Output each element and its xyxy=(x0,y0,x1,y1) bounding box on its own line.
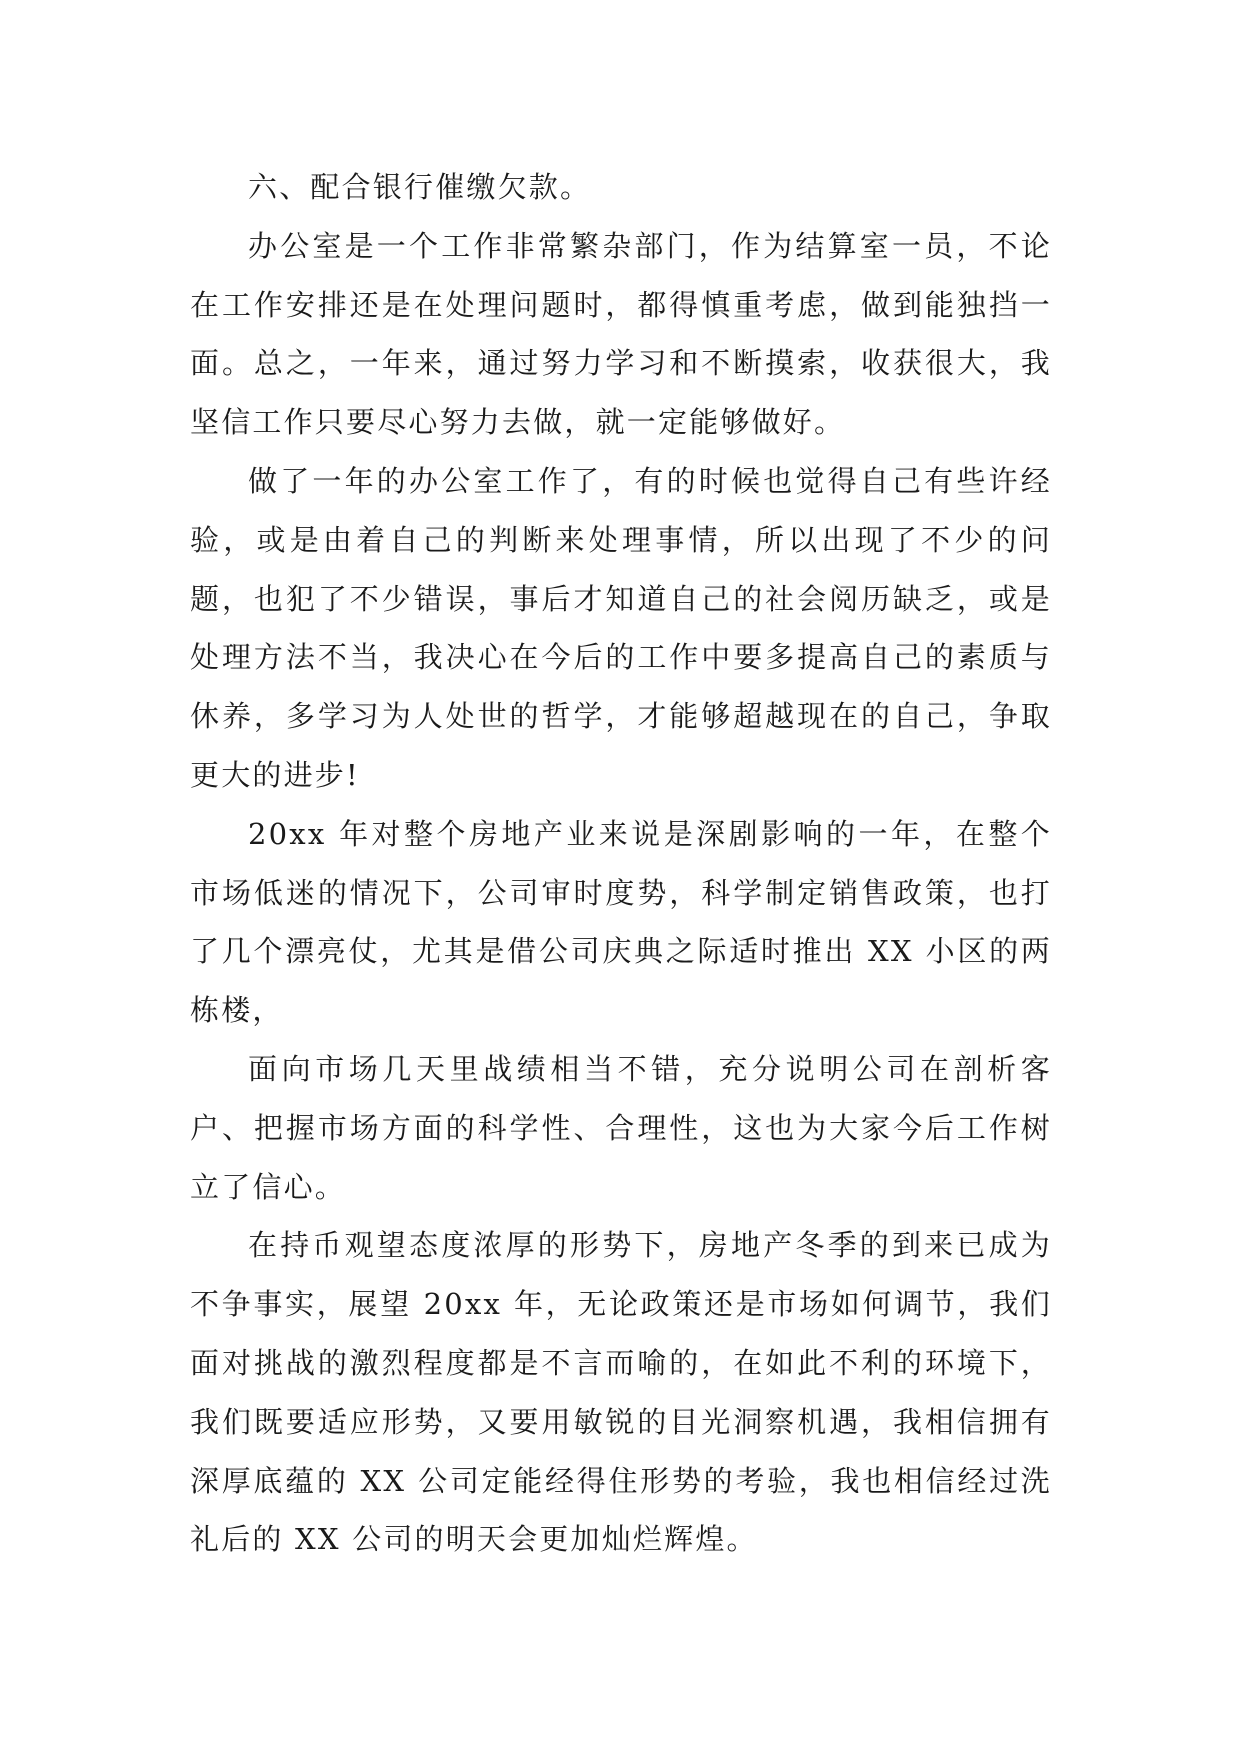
paragraph-6: 在持币观望态度浓厚的形势下，房地产冬季的到来已成为不争事实，展望 20xx 年，无论政策还是市场如何调节，我们面对挑战的激烈程度都是不言而喻的，在如此不利的环境下，我们既要适应形势，又要用敏锐的目光洞察机遇，我相信拥有深厚底蕴的 XX 公司定能经得住形势的考验，我也相信经过洗礼后的 XX 公司的明天会更加灿烂辉煌。 xyxy=(190,1228,1052,1557)
paragraph-4: 20xx 年对整个房地产业来说是深剧影响的一年，在整个市场低迷的情况下，公司审时度势，科学制定销售政策，也打了几个漂亮仗，尤其是借公司庆典之际适时推出 XX 小区的两栋楼， xyxy=(190,816,1052,1028)
paragraph-3: 做了一年的办公室工作了，有的时候也觉得自己有些许经验，或是由着自己的判断来处理事情，所以出现了不少的问题，也犯了不少错误，事后才知道自己的社会阅历缺乏，或是处理方法不当，我决心在今后的工作中要多提高自己的素质与休养，多学习为人处世的哲学，才能够超越现在的自己，争取更大的进步! xyxy=(190,463,1052,792)
document-body xyxy=(190,158,1052,1569)
paragraph-1: 六、配合银行催缴欠款。 xyxy=(248,170,592,204)
paragraph-2: 办公室是一个工作非常繁杂部门，作为结算室一员，不论在工作安排还是在处理问题时，都得慎重考虑，做到能独挡一面。总之，一年来，通过努力学习和不断摸索，收获很大，我坚信工作只要尽心努力去做，就一定能够做好。 xyxy=(190,228,1052,440)
paragraph-5: 面向市场几天里战绩相当不错，充分说明公司在剖析客户、把握市场方面的科学性、合理性，这也为大家今后工作树立了信心。 xyxy=(190,1051,1052,1204)
